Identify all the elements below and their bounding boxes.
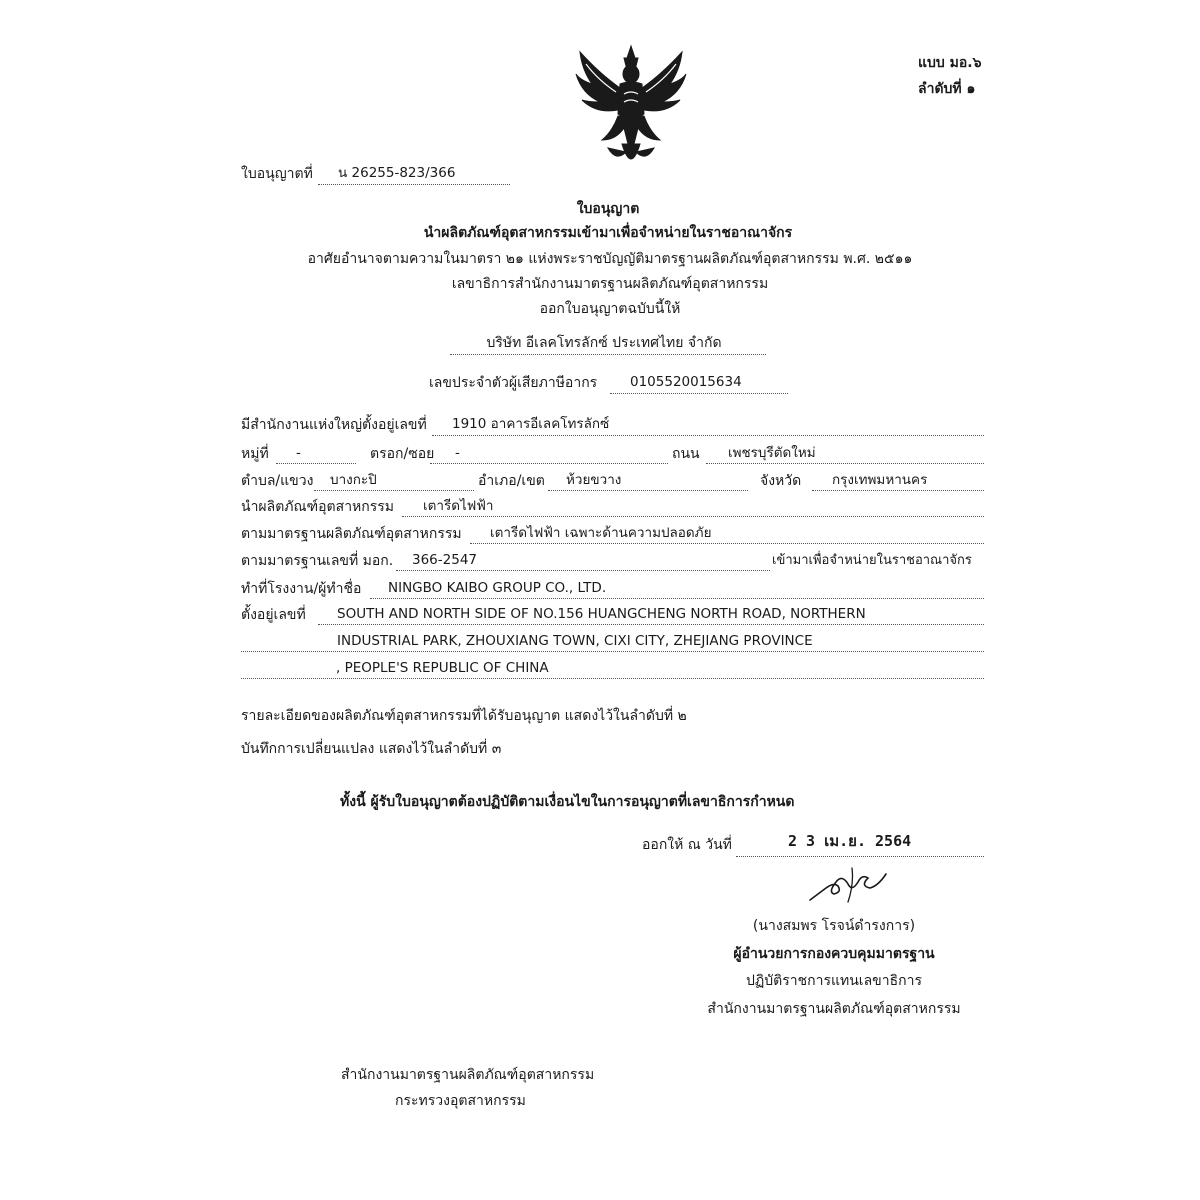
footer-ministry: กระทรวงอุตสาหกรรม xyxy=(395,1093,526,1109)
district-label: อำเภอ/เขต xyxy=(478,473,545,489)
form-code: แบบ มอ.๖ xyxy=(918,55,982,71)
licensee-company: บริษัท อีเลคโทรลักซ์ ประเทศไทย จำกัด xyxy=(486,335,722,351)
license-number-value: น 26255-823/366 xyxy=(338,165,456,181)
subdistrict-label: ตำบล/แขวง xyxy=(241,473,314,489)
product-label: นำผลิตภัณฑ์อุตสาหกรรม xyxy=(241,499,395,515)
standard-label: ตามมาตรฐานผลิตภัณฑ์อุตสาหกรรม xyxy=(241,526,462,542)
issue-clause: ออกใบอนุญาตฉบับนี้ให้ xyxy=(539,301,681,317)
issue-date-line xyxy=(736,856,984,857)
province-line xyxy=(812,490,984,491)
moo-line xyxy=(276,463,356,464)
manufacturer-label: ทำที่โรงงาน/ผู้ทำชื่อ xyxy=(241,581,362,597)
soi-value: - xyxy=(455,445,460,461)
license-number-line xyxy=(318,184,510,185)
sequence-number: ลำดับที่ ๑ xyxy=(918,81,976,97)
province-label: จังหวัด xyxy=(760,473,802,489)
signatory-name: (นางสมพร โรจน์ดำรงการ) xyxy=(752,918,916,934)
soi-line xyxy=(430,463,668,464)
standard-line xyxy=(470,543,984,544)
issue-date-label: ออกให้ ณ วันที่ xyxy=(642,837,732,853)
license-number-label: ใบอนุญาตที่ xyxy=(241,166,313,182)
document-title: ใบอนุญาต xyxy=(576,201,640,217)
factory-address-line1: SOUTH AND NORTH SIDE OF NO.156 HUANGCHENG NORTH ROAD, NORTHERN xyxy=(337,606,866,622)
tax-id-value: 0105520015634 xyxy=(630,374,742,390)
secretary-general: เลขาธิการสำนักงานมาตรฐานผลิตภัณฑ์อุตสาหกรรม xyxy=(451,276,769,292)
factory-address-line3-dots xyxy=(241,678,984,679)
tis-suffix: เข้ามาเพื่อจำหน่ายในราชอาณาจักร xyxy=(772,553,972,568)
issue-date-value: 2 3 เม.ย. 2564 xyxy=(788,832,912,850)
signatory-title3: สำนักงานมาตรฐานผลิตภัณฑ์อุตสาหกรรม xyxy=(707,1001,961,1017)
moo-value: - xyxy=(296,445,301,461)
signature-icon xyxy=(808,864,890,906)
province-value: กรุงเทพมหานคร xyxy=(832,472,928,488)
condition-note: ทั้งนี้ ผู้รับใบอนุญาตต้องปฏิบัติตามเงื่อนไขในการอนุญาตที่เลขาธิการกำหนด xyxy=(340,794,795,810)
footer-office: สำนักงานมาตรฐานผลิตภัณฑ์อุตสาหกรรม xyxy=(341,1067,595,1083)
authority-clause: อาศัยอำนาจตามความในมาตรา ๒๑ แห่งพระราชบัญญัติมาตรฐานผลิตภัณฑ์อุตสาหกรรม พ.ศ. ๒๕๑๑ xyxy=(307,251,913,267)
details-note: รายละเอียดของผลิตภัณฑ์อุตสาหกรรมที่ได้รับอนุญาต แสดงไว้ในลำดับที่ ๒ xyxy=(241,708,687,724)
subdistrict-line xyxy=(314,490,474,491)
district-line xyxy=(548,490,748,491)
tis-line xyxy=(396,570,770,571)
tis-value: 366-2547 xyxy=(412,552,477,568)
tax-id-label: เลขประจำตัวผู้เสียภาษีอากร xyxy=(429,375,598,391)
garuda-emblem-icon xyxy=(572,44,690,176)
soi-label: ตรอก/ซอย xyxy=(370,446,435,462)
signatory-title2: ปฏิบัติราชการแทนเลขาธิการ xyxy=(745,973,923,989)
factory-address-line2: INDUSTRIAL PARK, ZHOUXIANG TOWN, CIXI CITY, ZHEJIANG PROVINCE xyxy=(337,633,813,649)
standard-value: เตารีดไฟฟ้า เฉพาะด้านความปลอดภัย xyxy=(490,525,712,541)
hq-label: มีสำนักงานแห่งใหญ่ตั้งอยู่เลขที่ xyxy=(241,417,427,433)
product-value: เตารีดไฟฟ้า xyxy=(423,498,494,514)
factory-address-label: ตั้งอยู่เลขที่ xyxy=(241,607,306,623)
tax-id-line xyxy=(610,393,788,394)
tis-label: ตามมาตรฐานเลขที่ มอก. xyxy=(241,553,394,569)
moo-label: หมู่ที่ xyxy=(241,446,269,462)
district-value: ห้วยขวาง xyxy=(566,472,622,488)
licensee-company-line xyxy=(450,354,766,355)
road-label: ถนน xyxy=(672,446,700,462)
manufacturer-name-line xyxy=(370,598,984,599)
product-line xyxy=(402,516,984,517)
road-line xyxy=(706,463,984,464)
changes-note: บันทึกการเปลี่ยนแปลง แสดงไว้ในลำดับที่ ๓ xyxy=(241,741,502,757)
signatory-title1: ผู้อำนวยการกองควบคุมมาตรฐาน xyxy=(733,946,935,962)
hq-value: 1910 อาคารอีเลคโทรลักซ์ xyxy=(452,416,610,432)
road-value: เพชรบุรีตัดใหม่ xyxy=(728,445,816,461)
document-subtitle: นำผลิตภัณฑ์อุตสาหกรรมเข้ามาเพื่อจำหน่ายในราชอาณาจักร xyxy=(423,225,793,241)
hq-line xyxy=(432,435,984,436)
factory-address-line2-dots xyxy=(241,651,984,652)
subdistrict-value: บางกะปิ xyxy=(330,472,377,488)
factory-address-line1-dots xyxy=(318,624,984,625)
manufacturer-name: NINGBO KAIBO GROUP CO., LTD. xyxy=(388,580,607,596)
factory-address-line3: , PEOPLE'S REPUBLIC OF CHINA xyxy=(336,660,549,676)
